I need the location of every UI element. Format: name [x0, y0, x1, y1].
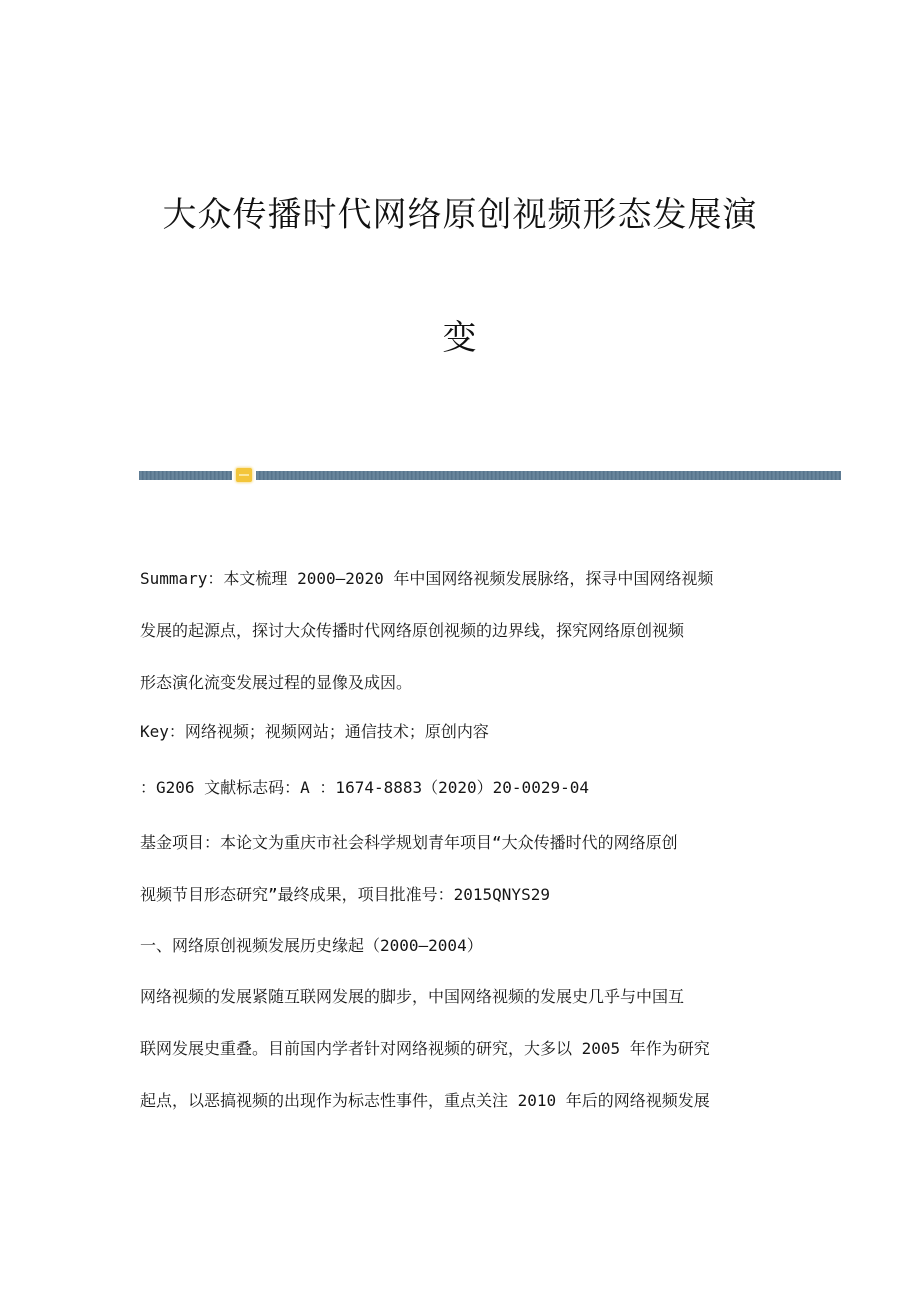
divider-bar-left — [139, 471, 232, 480]
divider-ornament-icon — [236, 468, 252, 482]
section-heading — [140, 920, 785, 972]
summary-line: 形态演化流变发展过程的显像及成因。 — [140, 673, 413, 692]
summary-line: Summary：本文梳理 2000—2020 年中国网络视频发展脉络，探寻中国网络视频 — [140, 569, 714, 588]
document-title-line-1: 大众传播时代网络原创视频形态发展演 — [162, 195, 758, 235]
body-paragraph — [140, 971, 785, 1127]
decorative-divider — [139, 471, 841, 480]
keywords-paragraph — [140, 706, 785, 758]
document-title-line-2: 变 — [442, 318, 478, 358]
keywords-line: Key：网络视频；视频网站；通信技术；原创内容 — [140, 722, 489, 741]
body-line: 起点，以恶搞视频的出现作为标志性事件，重点关注 2010 年后的网络视频发展 — [140, 1091, 710, 1110]
classification-line: ：G206 文献标志码：A ：1674-8883（2020）20-0029-04 — [140, 778, 589, 797]
fund-line: 基金项目：本论文为重庆市社会科学规划青年项目“大众传播时代的网络原创 — [140, 833, 678, 852]
classification-paragraph — [140, 762, 785, 814]
section-heading-text: 一、网络原创视频发展历史缘起（2000—2004） — [140, 936, 483, 955]
summary-paragraph — [140, 553, 785, 709]
divider-bar-right — [256, 471, 841, 480]
summary-line: 发展的起源点，探讨大众传播时代网络原创视频的边界线，探究网络原创视频 — [140, 621, 685, 640]
body-line: 联网发展史重叠。目前国内学者针对网络视频的研究，大多以 2005 年作为研究 — [140, 1039, 710, 1058]
body-line: 网络视频的发展紧随互联网发展的脚步，中国网络视频的发展史几乎与中国互 — [140, 987, 685, 1006]
fund-paragraph — [140, 817, 785, 921]
fund-line: 视频节目形态研究”最终成果，项目批准号：2015QNYS29 — [140, 885, 550, 904]
